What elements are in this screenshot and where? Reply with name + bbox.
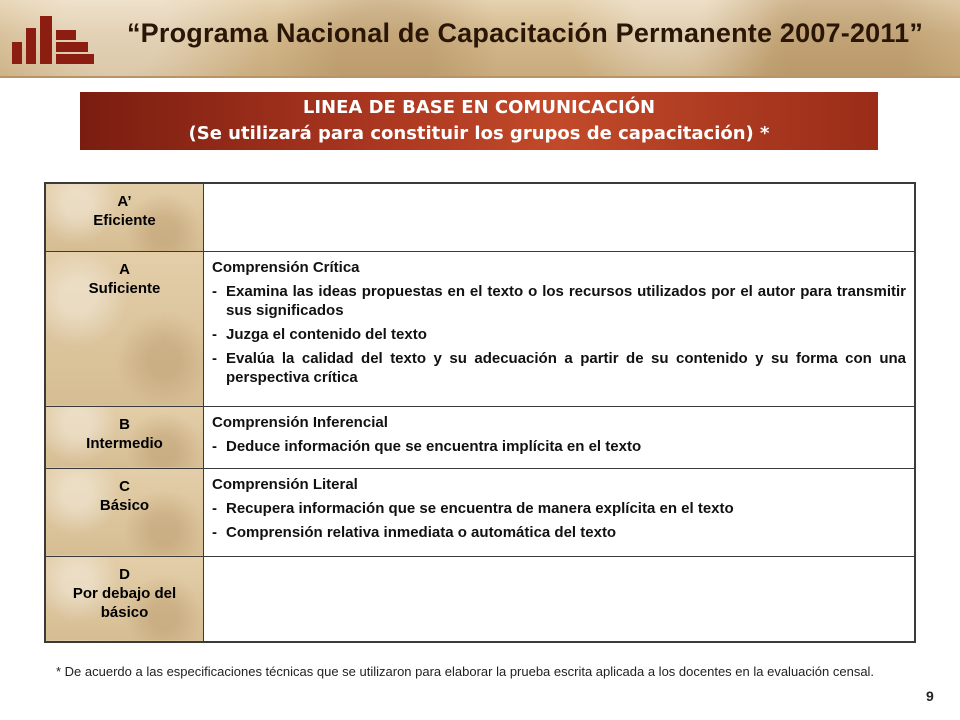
list-item: - Examina las ideas propuestas en el texto o los recursos utilizados por el autor para transmitir sus significados [212, 282, 906, 319]
skill-heading: Comprensión Inferencial [212, 413, 388, 431]
level-cell [45, 556, 204, 642]
skill-heading: Comprensión Crítica [212, 258, 360, 276]
list-item: - Recupera información que se encuentra de manera explícita en el texto [212, 499, 734, 517]
description-cell [204, 251, 916, 406]
level-code: B [119, 415, 130, 433]
description-cell [204, 556, 916, 642]
level-name: Por debajo del básico [72, 584, 177, 621]
list-item: - Juzga el contenido del texto [212, 325, 427, 343]
banner-subtitle: (Se utilizará para constituir los grupos de capacitación) * [188, 123, 770, 144]
banner-title: LINEA DE BASE EN COMUNICACIÓN [302, 97, 656, 118]
list-item: - Deduce información que se encuentra implícita en el texto [212, 437, 642, 455]
level-name: Básico [99, 496, 150, 514]
header-bar [0, 0, 960, 78]
page-title: “Programa Nacional de Capacitación Permanente 2007-2011” [126, 18, 924, 48]
table-row [45, 468, 915, 556]
level-code: D [119, 565, 130, 583]
description-cell [204, 406, 916, 468]
skill-heading: Comprensión Literal [212, 475, 358, 493]
level-cell [45, 406, 204, 468]
table-row [45, 406, 915, 468]
level-code: A [119, 260, 130, 278]
table-row [45, 251, 915, 406]
level-code: A’ [117, 193, 132, 210]
section-banner [80, 92, 878, 150]
levels-table [44, 182, 916, 643]
table-row [45, 183, 915, 251]
level-cell [45, 251, 204, 406]
bar-chart-logo-icon [6, 14, 96, 66]
level-name: Suficiente [88, 279, 161, 297]
table-row [45, 556, 915, 642]
level-name: Eficiente [93, 212, 156, 229]
footnote: * De acuerdo a las especificaciones técnicas que se utilizaron para elaborar la prueba escrita aplicada a los docentes en la evaluación censal. [56, 664, 875, 679]
list-item: - Evalúa la calidad del texto y su adecuación a partir de su contenido y su forma con una perspectiva crítica [212, 349, 906, 386]
level-cell [45, 183, 204, 251]
list-item: - Comprensión relativa inmediata o automática del texto [212, 523, 617, 541]
description-cell [204, 468, 916, 556]
description-cell [204, 183, 916, 251]
level-name: Intermedio [86, 434, 163, 452]
page-number: 9 [926, 688, 934, 704]
level-cell [45, 468, 204, 556]
level-code: C [119, 477, 130, 495]
